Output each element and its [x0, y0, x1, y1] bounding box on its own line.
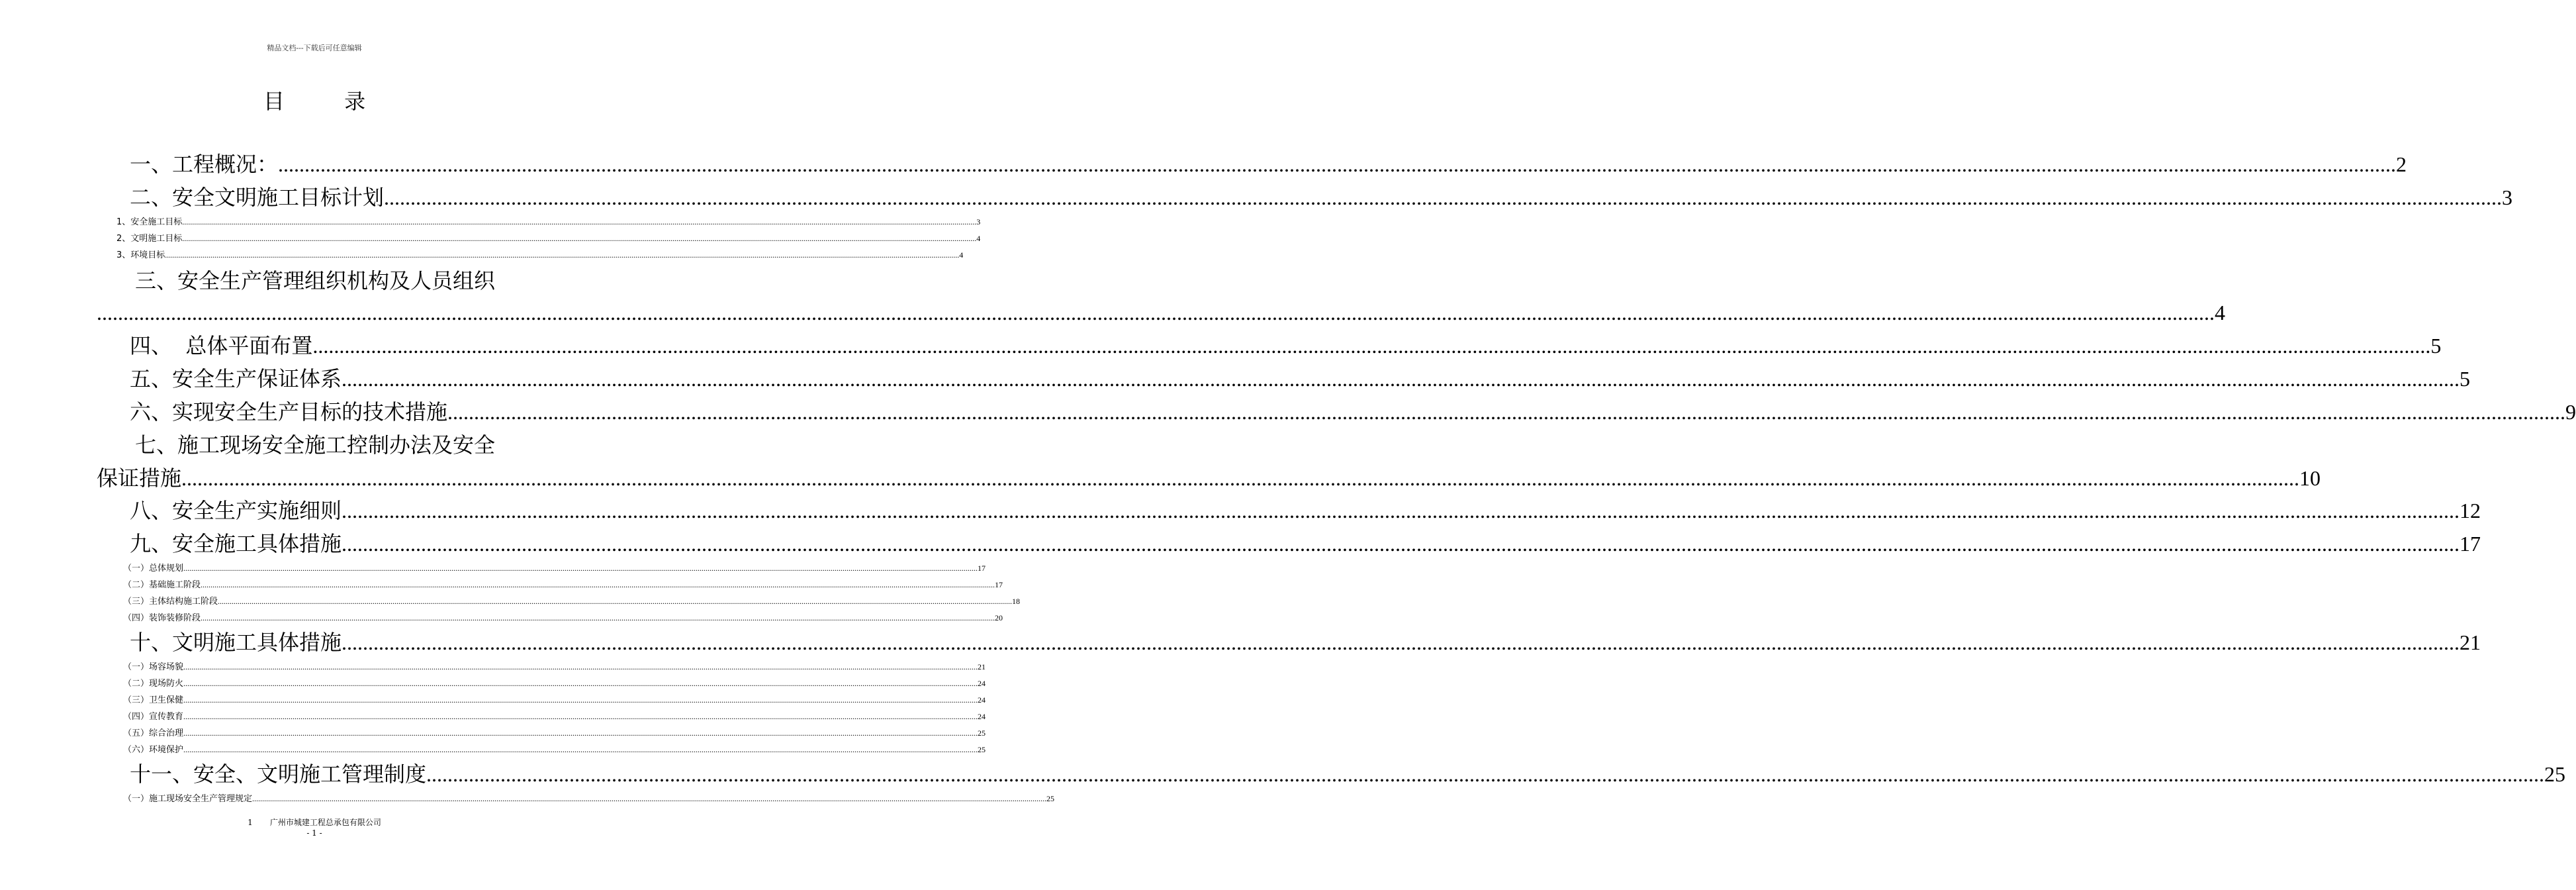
toc-leader: ................................................................................................................................................................................................................................................................................................................................................................................................................	[312, 334, 2431, 358]
toc-leader: ................................................................................................................................................................................................................................................................................................................................................................................................................	[183, 695, 978, 705]
toc-leader: ................................................................................................................................................................................................................................................................................................................................................................................................................	[201, 613, 995, 622]
toc-entry-page: 10	[2299, 466, 2321, 490]
toc-entry-page: 17	[2460, 532, 2481, 556]
toc-entry-page: 24	[978, 695, 986, 705]
toc-entry-page: 25	[978, 745, 986, 754]
toc-leader: ................................................................................................................................................................................................................................................................................................................................................................................................................	[183, 662, 978, 671]
toc-entry-page: 25	[978, 728, 986, 738]
toc-entry-title: 九、安全施工具体措施	[130, 531, 342, 556]
toc-entry-page: 25	[2544, 762, 2566, 786]
toc-leader: ................................................................................................................................................................................................................................................................................................................................................................................................................	[183, 728, 978, 738]
toc-entry-page: 24	[978, 712, 986, 721]
toc-leader: ................................................................................................................................................................................................................................................................................................................................................................................................................	[342, 630, 2460, 654]
toc-leader: ................................................................................................................................................................................................................................................................................................................................................................................................................	[97, 301, 2215, 324]
toc-entry-page: 2	[2396, 152, 2407, 176]
toc-leader: ................................................................................................................................................................................................................................................................................................................................................................................................................	[165, 250, 960, 260]
toc-leader: ................................................................................................................................................................................................................................................................................................................................................................................................................	[278, 152, 2397, 176]
toc-leader: ................................................................................................................................................................................................................................................................................................................................................................................................................	[342, 499, 2460, 522]
toc-entry-page: 21	[2460, 630, 2481, 654]
toc-subentry[interactable]	[116, 215, 981, 228]
toc-entry-page: 25	[1046, 794, 1055, 803]
toc-entry[interactable]	[130, 397, 2576, 426]
toc-entry-title: （六）环境保护	[123, 745, 184, 755]
toc-entry[interactable]	[130, 183, 2513, 212]
toc-entry-page: 17	[995, 580, 1003, 589]
toc-entry-page: 5	[2430, 334, 2442, 358]
toc-entry-title: 1、安全施工目标	[116, 217, 183, 227]
toc-entry-title: （五）综合治理	[123, 728, 184, 738]
toc-leader: ................................................................................................................................................................................................................................................................................................................................................................................................................	[384, 185, 2503, 209]
toc-entry-page: 3	[976, 217, 981, 226]
toc-entry-title: （三）主体结构施工阶段	[123, 597, 218, 607]
toc-entry-title: 一、工程概况：	[130, 152, 279, 177]
footer-number: 1	[248, 818, 253, 827]
toc-entry-title: 十、文明施工具体措施	[130, 630, 342, 655]
toc-entry-title: （三）卫生保健	[123, 695, 184, 705]
toc-entry-title: （二）现场防火	[123, 679, 184, 689]
toc-leader: ................................................................................................................................................................................................................................................................................................................................................................................................................	[201, 580, 995, 589]
toc-leader: ................................................................................................................................................................................................................................................................................................................................................................................................................	[342, 532, 2460, 556]
toc-entry-title: （四）装饰装修阶段	[123, 613, 201, 623]
toc-entry-title: （一）总体规划	[123, 564, 184, 573]
toc-leader: ................................................................................................................................................................................................................................................................................................................................................................................................................	[426, 762, 2545, 786]
toc-subentry[interactable]	[116, 248, 964, 262]
toc-entry-page: 20	[995, 613, 1003, 622]
toc-entry[interactable]	[97, 464, 2321, 493]
toc-leader: ................................................................................................................................................................................................................................................................................................................................................................................................................	[181, 466, 2300, 490]
toc-entry[interactable]	[130, 364, 2471, 393]
toc-leader: ................................................................................................................................................................................................................................................................................................................................................................................................................	[183, 679, 978, 688]
toc-leader: ................................................................................................................................................................................................................................................................................................................................................................................................................	[218, 597, 1013, 606]
toc-entry-title-cont: 保证措施	[97, 466, 182, 491]
toc-entry-title: 五、安全生产保证体系	[130, 366, 342, 391]
toc-entry-page: 9	[2565, 400, 2576, 424]
toc-entry[interactable]	[130, 760, 2566, 789]
toc-subentry[interactable]	[123, 562, 986, 575]
toc-leader: ................................................................................................................................................................................................................................................................................................................................................................................................................	[182, 234, 977, 243]
toc-leader: ................................................................................................................................................................................................................................................................................................................................................................................................................	[183, 712, 978, 721]
toc-subentry[interactable]	[123, 693, 986, 707]
toc-leader: ................................................................................................................................................................................................................................................................................................................................................................................................................	[447, 400, 2566, 424]
toc-entry-page: 18	[1012, 597, 1021, 606]
toc-leader: ................................................................................................................................................................................................................................................................................................................................................................................................................	[252, 794, 1047, 803]
toc-leader: ................................................................................................................................................................................................................................................................................................................................................................................................................	[182, 217, 977, 226]
toc-entry[interactable]	[97, 298, 2225, 327]
toc-entry-page: 4	[976, 234, 981, 243]
toc-subentry[interactable]	[123, 792, 1055, 805]
toc-entry-title: （四）宣传教育	[123, 712, 184, 722]
toc-entry-title: （一）场容场貌	[123, 662, 184, 672]
toc-entry-title: 2、文明施工目标	[116, 234, 183, 244]
toc-subentry[interactable]	[123, 595, 1021, 608]
toc-entry-title: 十一、安全、文明施工管理制度	[130, 762, 427, 787]
toc-leader: ................................................................................................................................................................................................................................................................................................................................................................................................................	[342, 367, 2460, 391]
toc-entry-title: 3、环境目标	[116, 250, 165, 260]
toc-entry-title: 六、实现安全生产目标的技术措施	[130, 399, 448, 424]
toc-entry[interactable]	[130, 331, 2442, 360]
toc-entry-title: 四、 总体平面布置	[130, 333, 313, 358]
toc-entry-page: 4	[959, 250, 964, 260]
toc-entry-page: 4	[2215, 301, 2225, 324]
toc-entry[interactable]	[130, 529, 2481, 558]
toc-subentry[interactable]	[123, 743, 986, 756]
toc-leader: ................................................................................................................................................................................................................................................................................................................................................................................................................	[183, 564, 978, 573]
toc-subentry[interactable]	[123, 710, 986, 723]
toc-entry-title[interactable]: 七、施工现场安全施工控制办法及安全	[135, 432, 496, 458]
header-note: 精品文档---下载后可任意编辑	[267, 44, 362, 52]
page-title: 目 录	[263, 89, 392, 114]
toc-entry-page: 3	[2502, 185, 2513, 209]
toc-entry[interactable]	[130, 150, 2407, 179]
toc-entry-page: 21	[978, 662, 986, 671]
toc-entry[interactable]	[130, 496, 2481, 525]
toc-leader: ................................................................................................................................................................................................................................................................................................................................................................................................................	[183, 745, 978, 754]
toc-entry-page: 5	[2460, 367, 2471, 391]
toc-entry-title: （一）施工现场安全生产管理规定	[123, 794, 253, 804]
toc-entry-page: 17	[978, 564, 986, 573]
toc-entry-title: （二）基础施工阶段	[123, 580, 201, 590]
toc-entry-title: 八、安全生产实施细则	[130, 498, 342, 523]
toc-entry-page: 12	[2460, 499, 2481, 522]
toc-subentry[interactable]	[123, 726, 986, 740]
toc-entry-page: 24	[978, 679, 986, 688]
toc-subentry[interactable]	[123, 611, 1003, 624]
toc-subentry[interactable]	[123, 578, 1003, 591]
page-number: - 1 -	[306, 828, 322, 838]
toc-subentry[interactable]	[116, 232, 981, 245]
toc-subentry[interactable]	[123, 660, 986, 673]
footer-company: 广州市城建工程总承包有限公司	[269, 818, 381, 827]
toc-subentry[interactable]	[123, 677, 986, 690]
page-footer	[0, 816, 629, 828]
toc-entry-title: 二、安全文明施工目标计划	[130, 185, 385, 210]
toc-entry-title[interactable]: 三、安全生产管理组织机构及人员组织	[135, 268, 496, 293]
toc-entry[interactable]	[130, 628, 2481, 657]
